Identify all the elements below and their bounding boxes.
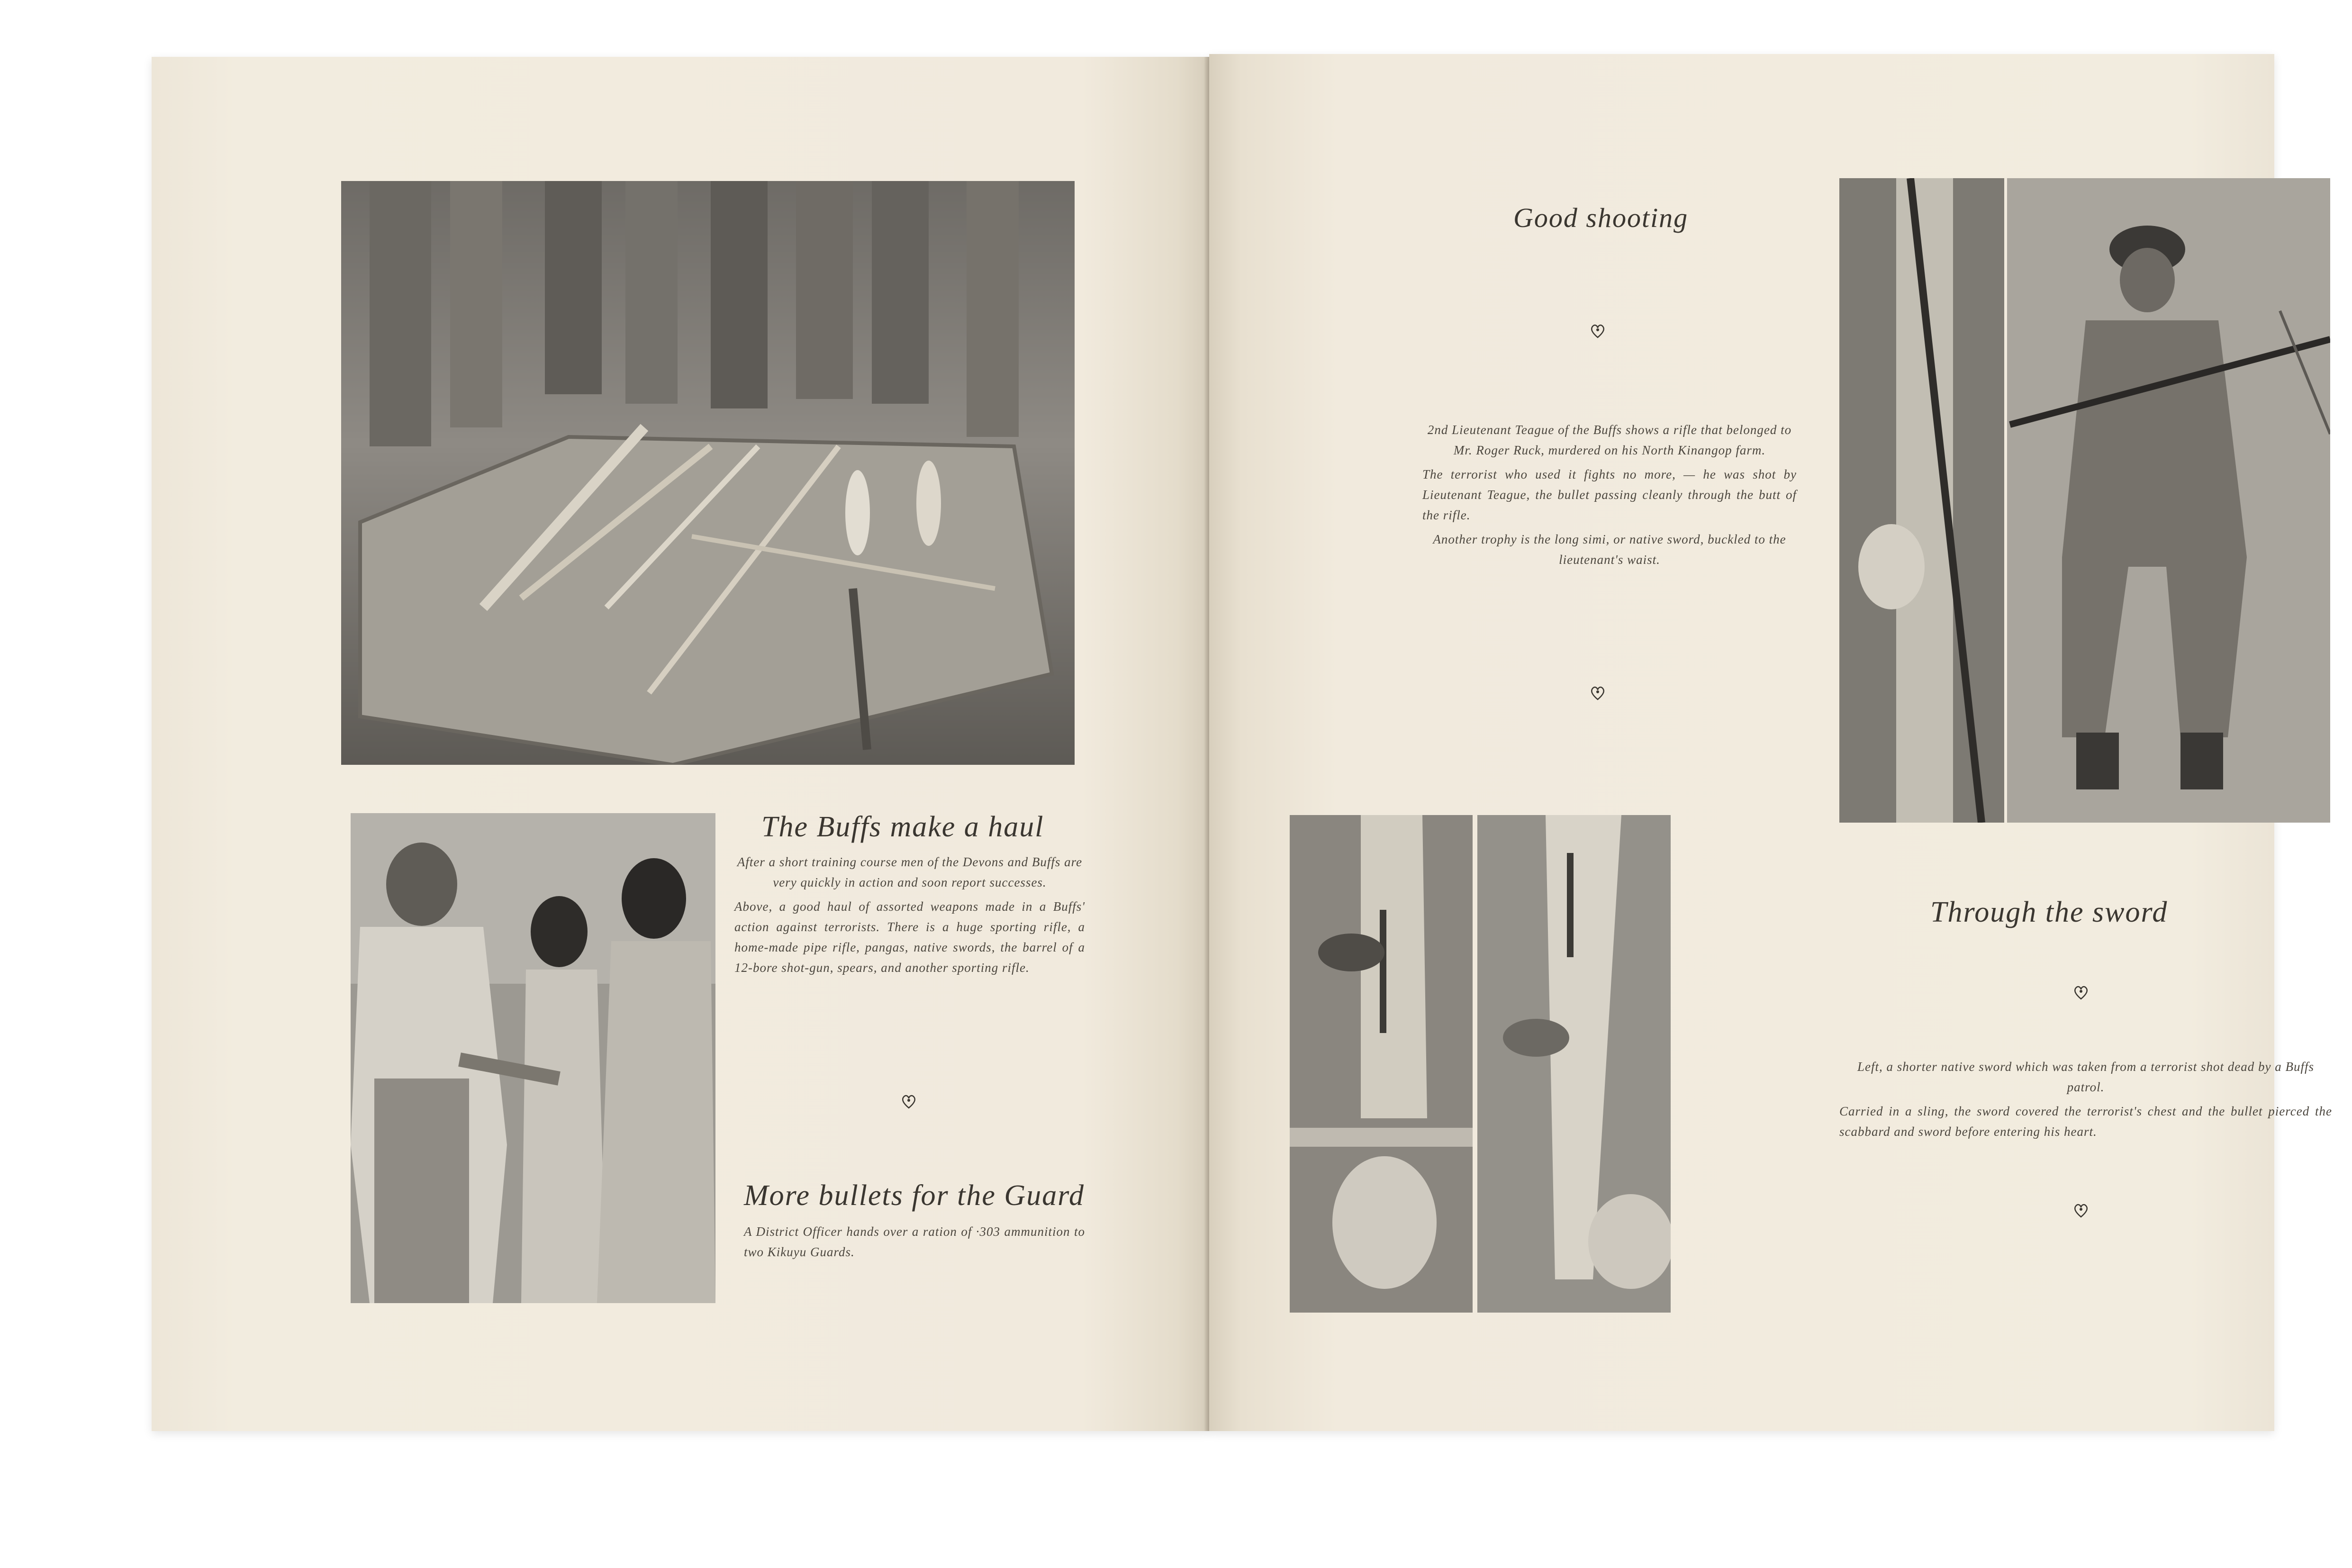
haul-title: The Buffs make a haul [761, 811, 1044, 843]
left-page [152, 57, 1209, 1431]
shooting-title: Good shooting [1513, 202, 1689, 233]
haul-paragraph-2: Above, a good haul of assorted weapons made in a Buffs' action against terrorists. There is a huge sporting rifle, a home-made pipe rifle, pangas, native swords, the barrel of a 12-bore shot-gun, spears, and another sporting rifle. [734, 899, 1085, 975]
right-page [1209, 54, 2332, 1431]
magazine-spread [152, 57, 2332, 1431]
fleuron-ornament-icon [2072, 1202, 2090, 1219]
fleuron-ornament-icon [1588, 322, 1607, 339]
haul-paragraph-1: After a short training course men of the Devons and Buffs are very quickly in action and soon report successes. [737, 855, 1083, 889]
haul-caption [734, 852, 1085, 982]
guard-paragraph: A District Officer hands over a ration of ·303 ammunition to two Kikuyu Guards. [744, 1224, 1085, 1259]
weapons-haul-photo [341, 181, 1075, 765]
shooting-paragraph-2: The terrorist who used it fights no more, — he was shot by Lieutenant Teague, the bullet passing cleanly through the butt of the rifle. [1422, 467, 1797, 522]
guard-caption [744, 1222, 1085, 1266]
sword-paragraph-2: Carried in a sling, the sword covered the terrorist's chest and the bullet pierced the scabbard and sword before entering his heart. [1839, 1104, 2332, 1139]
fleuron-ornament-icon [2072, 984, 2090, 1001]
district-officer-photo [351, 813, 715, 1303]
shooting-paragraph-1: 2nd Lieutenant Teague of the Buffs shows a rifle that belonged to Mr. Roger Ruck, murdered on his North Kinangop farm. [1427, 423, 1792, 457]
fleuron-ornament-icon [899, 1093, 918, 1110]
lieutenant-rifle-photo [1839, 178, 2330, 823]
sword-closeup-photo [1290, 815, 1671, 1313]
sword-title: Through the sword [1930, 896, 2168, 928]
sword-caption [1839, 1057, 2332, 1146]
shooting-paragraph-3: Another trophy is the long simi, or native sword, buckled to the lieutenant's waist. [1433, 532, 1786, 567]
sword-paragraph-1: Left, a shorter native sword which was taken from a terrorist shot dead by a Buffs patrol. [1857, 1060, 2314, 1094]
fleuron-ornament-icon [1588, 684, 1607, 701]
guard-title: More bullets for the Guard [744, 1179, 1085, 1212]
shooting-caption [1422, 420, 1797, 574]
